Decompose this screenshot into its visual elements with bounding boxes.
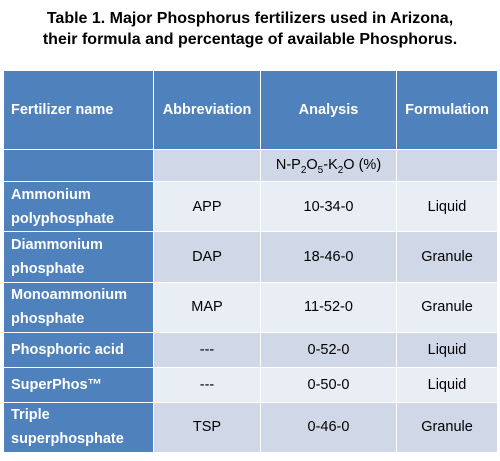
header-fertilizer-name: Fertilizer name [4,71,154,150]
table-row [4,282,498,332]
formulation: Liquid [397,332,498,367]
abbreviation: TSP [154,402,261,452]
fertilizer-name: Phosphoric acid [4,332,154,367]
units-k-subscript: 2 [337,165,344,177]
formulation: Granule [397,232,498,282]
fertilizer-name: Monoammonium phosphate [4,282,154,332]
table-row [4,367,498,402]
header-analysis: Analysis [261,71,397,150]
abbreviation: MAP [154,282,261,332]
table-row [4,402,498,452]
formulation: Liquid [397,181,498,231]
analysis: 0-52-0 [261,332,397,367]
abbreviation: DAP [154,232,261,282]
table-row [4,232,498,282]
caption-line-2: their formula and percentage of available Phosphorus. [42,31,458,48]
units-n: N-P [275,157,301,174]
units-analysis-cell [261,150,397,182]
units-abbreviation-cell [154,150,261,182]
analysis: 10-34-0 [261,181,397,231]
table-header-row [4,71,498,150]
abbreviation: APP [154,181,261,231]
header-formulation: Formulation [397,71,498,150]
formulation: Granule [397,282,498,332]
formulation: Granule [397,402,498,452]
header-abbreviation: Abbreviation [154,71,261,150]
units-name-cell [4,150,154,182]
analysis: 0-50-0 [261,367,397,402]
units-formulation-cell [397,150,498,182]
formulation: Liquid [397,367,498,402]
fertilizer-name: Triple superphosphate [4,402,154,452]
units-o: O [306,157,318,174]
units-tail: O (%) [343,157,382,174]
table-row [4,181,498,231]
abbreviation: --- [154,367,261,402]
table-caption [0,8,500,50]
units-p-subscript: 2 [300,165,307,177]
fertilizer-name: SuperPhos™ [4,367,154,402]
units-o-subscript: 5 [317,165,324,177]
abbreviation: --- [154,332,261,367]
units-row [4,150,498,182]
table-row [4,332,498,367]
fertilizer-name: Ammonium polyphosphate [4,181,154,231]
analysis: 0-46-0 [261,402,397,452]
analysis: 18-46-0 [261,232,397,282]
units-k: -K [323,157,338,174]
fertilizer-table [3,70,498,453]
caption-line-1: Table 1. Major Phosphorus fertilizers used in Arizona, [46,10,454,27]
fertilizer-name: Diammonium phosphate [4,232,154,282]
analysis: 11-52-0 [261,282,397,332]
